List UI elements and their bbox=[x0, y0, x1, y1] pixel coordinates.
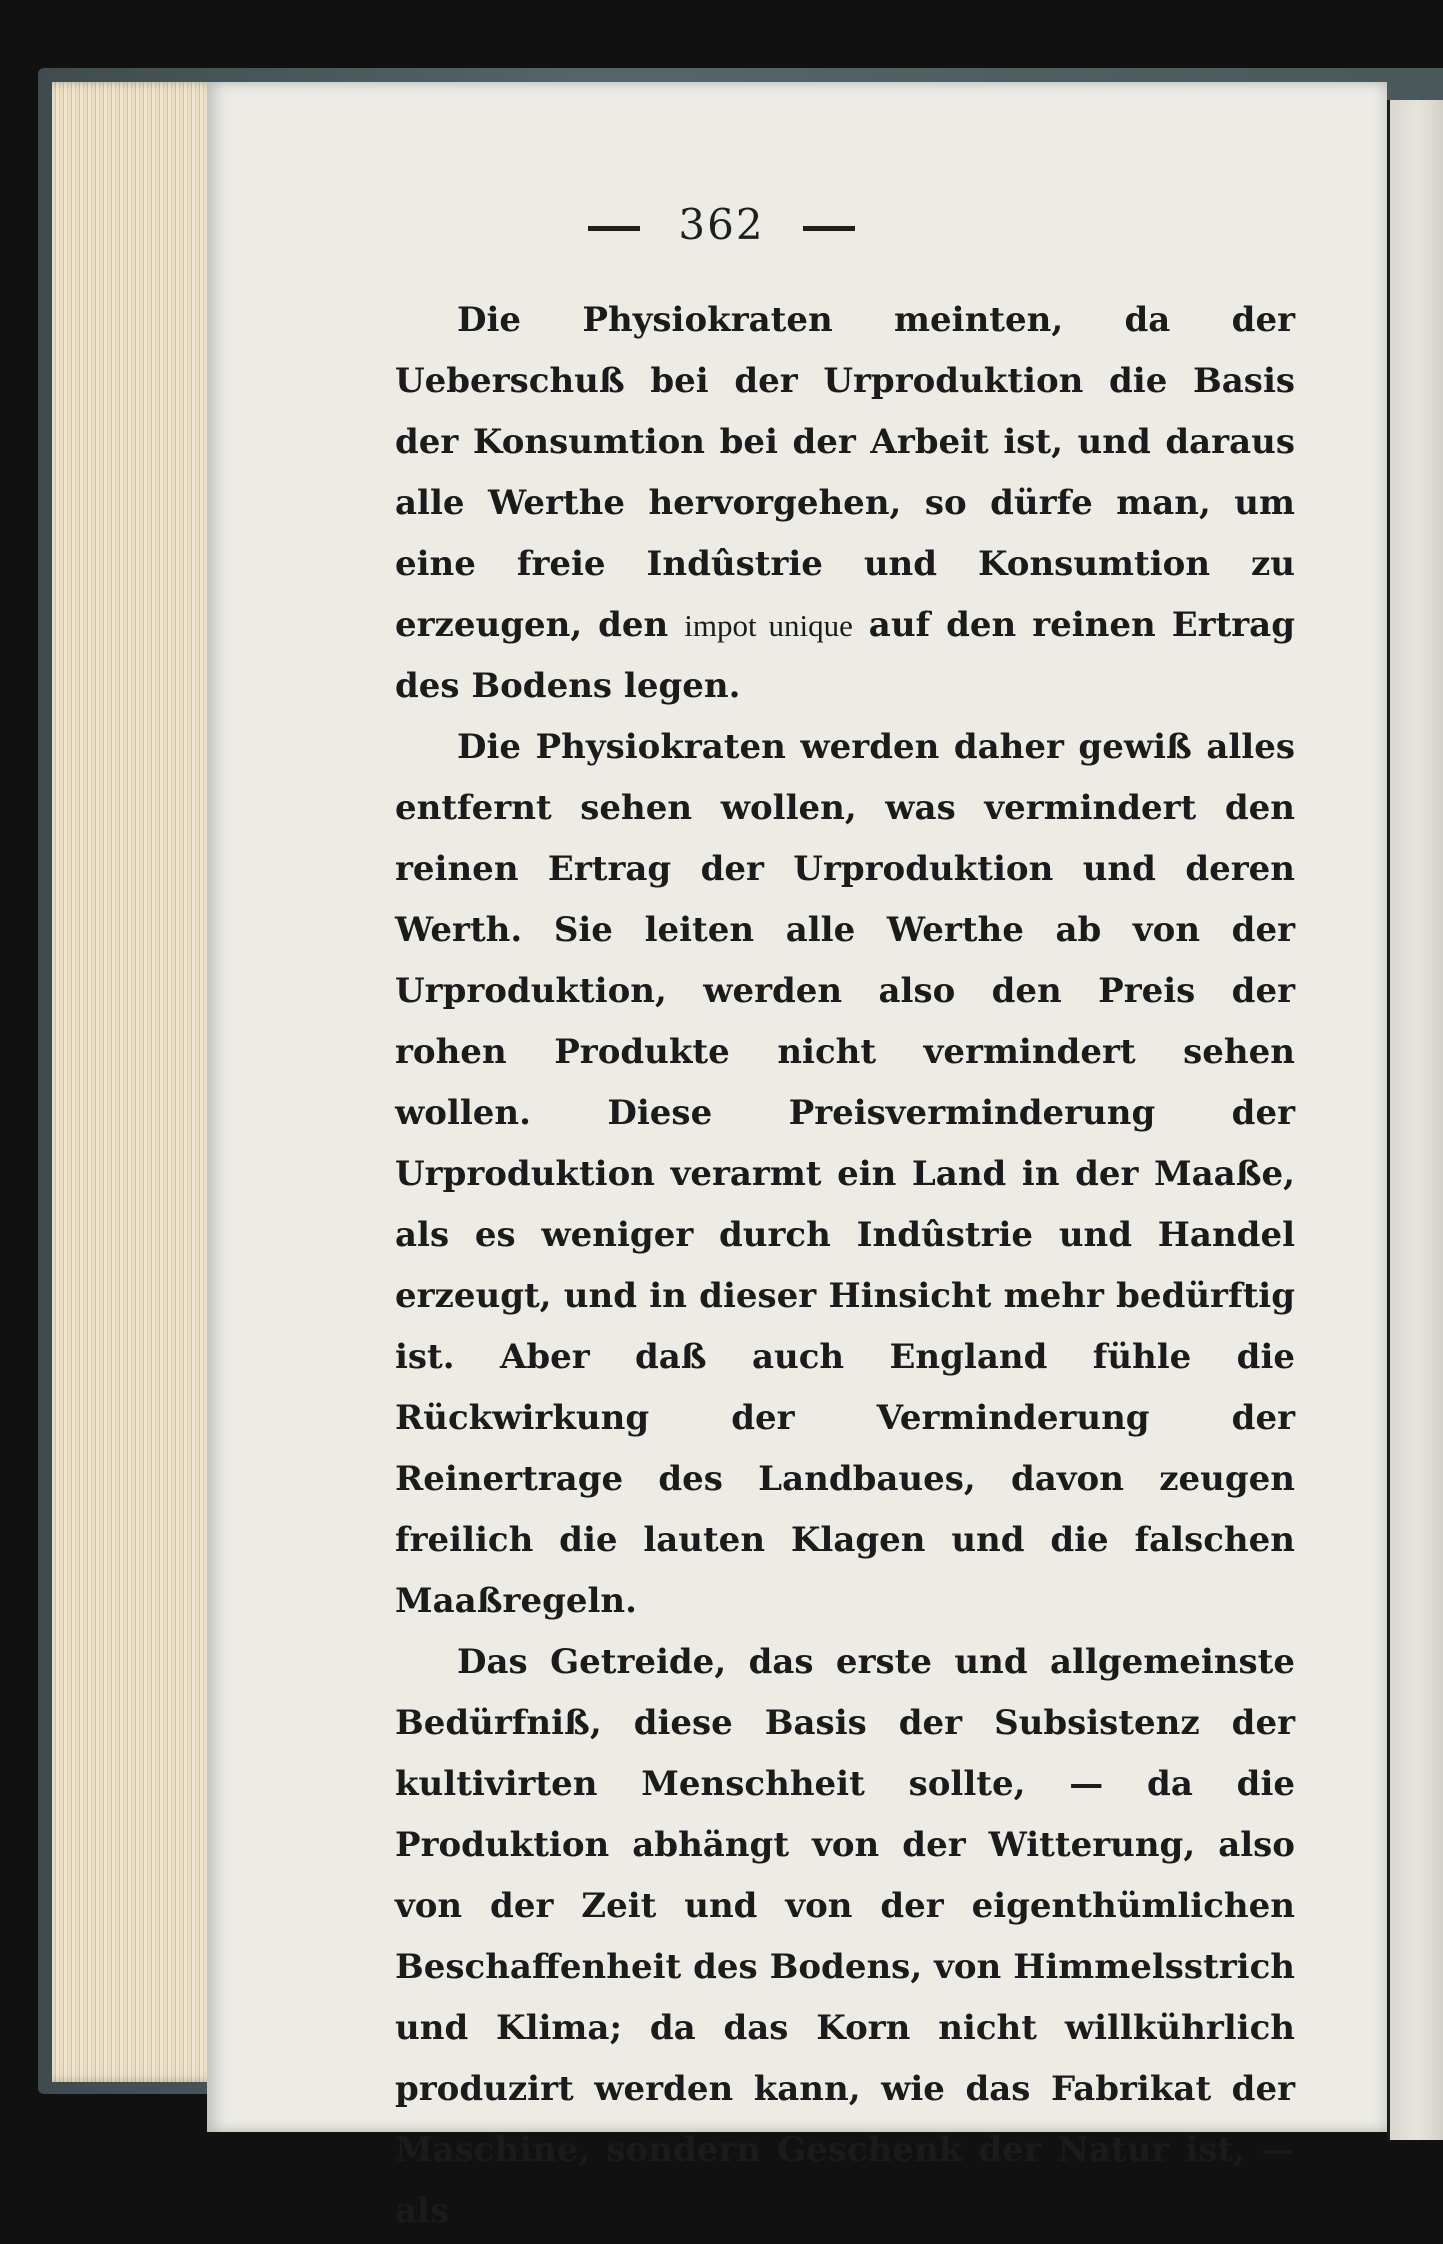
header-dash-left bbox=[588, 226, 640, 231]
header-dash-right bbox=[803, 226, 855, 231]
paragraph-1: Die Physiokraten meinten, da der Ueberschuß bei der Urproduktion die Basis der Konsumtion bei der Arbeit ist, und daraus alle Werthe hervorgehen, so dürfe man, um eine freie Indûstrie und Konsumtion zu erzeugen, den impot unique auf den reinen Ertrag des Bodens legen. bbox=[395, 300, 1295, 706]
paragraph-2: Die Physiokraten werden daher gewiß alles entfernt sehen wollen, was vermindert den reinen Ertrag der Urproduktion und deren Werth. Sie leiten alle Werthe ab von der Urproduktion, werden also den Preis der rohen Produkte nicht vermindert sehen wollen. Diese Preisverminderung der Urproduktion verarmt ein Land in der Maaße, als es weniger durch Indûstrie und Handel erzeugt, und in dieser Hinsicht mehr bedürftig ist. Aber daß auch England fühle die Rückwirkung der Verminderung der Reinertrage des Landbaues, davon zeugen freilich die lauten Klagen und die falschen Maaßregeln. bbox=[395, 727, 1295, 1621]
antiqua-phrase: impot unique bbox=[684, 608, 853, 643]
page-number: 362 bbox=[678, 200, 765, 249]
paragraph-3: Das Getreide, das erste und allgemeinste Bedürfniß, diese Basis der Subsistenz der kultivirten Menschheit sollte, — da die Produktion abhängt von der Witterung, also von der Zeit und von der eigenthümlichen Beschaffenheit des Bodens, von Himmelsstrich und Klima; da das Korn nicht willkührlich produzirt werden kann, wie das Fabrikat der Maschine, sondern Geschenk der Natur ist, — als bbox=[395, 1642, 1295, 2231]
page-header bbox=[0, 200, 1443, 249]
page-edges bbox=[52, 82, 227, 2082]
body-text bbox=[395, 290, 1295, 2242]
right-page-edge bbox=[1387, 100, 1443, 2140]
